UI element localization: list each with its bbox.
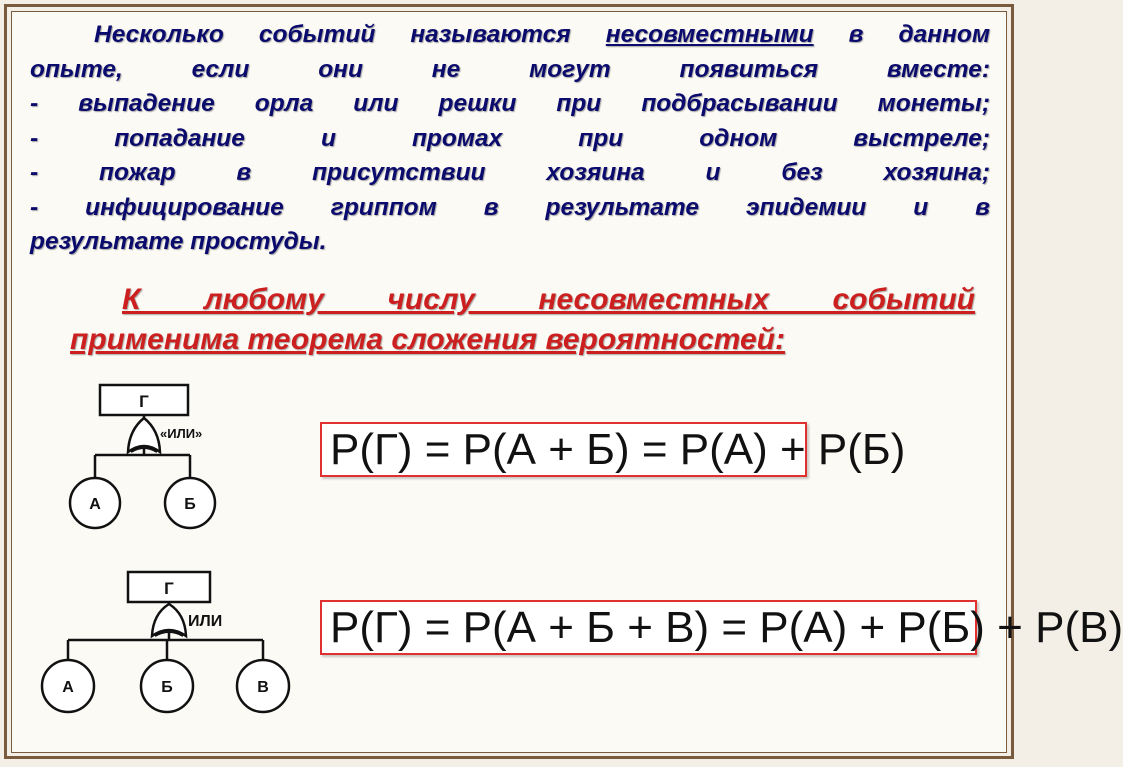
tree-two-events — [70, 385, 215, 528]
example-coin: - выпадение орла или решки при подбрасывании монеты; — [30, 90, 990, 117]
tree-three-events — [42, 572, 289, 712]
tree2-node-b-label: Б — [161, 679, 173, 696]
tree2-top-event-label: Г — [164, 579, 174, 598]
tree2-gate-label: ИЛИ — [188, 613, 223, 630]
tree2-node-a-label: А — [62, 679, 74, 696]
tree2-node-c-label: В — [257, 679, 269, 696]
tree1-node-a-label: А — [89, 496, 101, 513]
theorem-line-2: применима теорема сложения вероятностей: — [70, 323, 785, 356]
formula-two-events: P(Г) = P(А + Б) = P(А) + P(Б) — [320, 422, 807, 477]
tree1-or-gate-icon — [128, 418, 160, 452]
example-fire: - пожар в присутствии хозяина и без хозяина; — [30, 159, 990, 186]
tree1-node-b-label: Б — [184, 496, 196, 513]
example-flu-continued: результате простуды. — [30, 228, 327, 255]
tree1-top-event-label: Г — [139, 392, 149, 411]
definition-line-2: опыте, если они не могут появиться вместе: — [30, 55, 990, 83]
example-shot: - попадание и промах при одном выстреле; — [30, 124, 990, 152]
theorem-line-1: К любому числу несовместных событий — [122, 283, 975, 316]
example-flu: - инфицирование гриппом в результате эпидемии и в — [30, 193, 990, 221]
tree1-gate-label: «ИЛИ» — [160, 426, 203, 441]
formula-three-events: P(Г) = P(А + Б + В) = P(А) + P(Б) + P(В) — [320, 600, 977, 655]
term-incompatible: несовместными — [605, 21, 814, 48]
definition-line-1: Несколько событий называются несовместными в данном — [94, 21, 990, 48]
